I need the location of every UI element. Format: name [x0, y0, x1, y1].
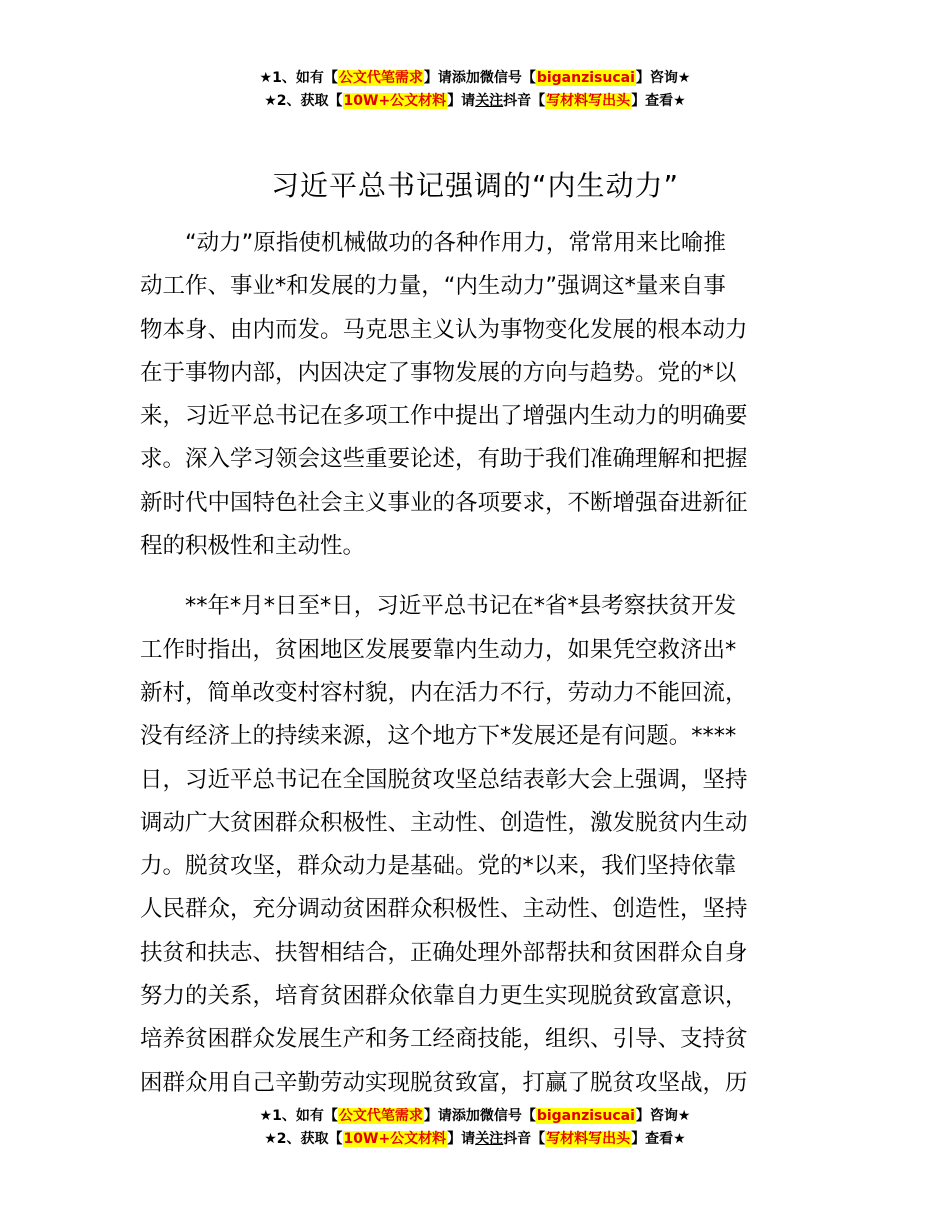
promo-highlight: 公文代笔需求 — [338, 1108, 423, 1124]
footer-promo-banner — [0, 1105, 950, 1151]
wechat-id-highlight: biganzisucai — [536, 70, 635, 86]
paragraph-line: 调动广大贫困群众积极性、主动性、创造性，激发脱贫内生动 — [140, 809, 748, 836]
promo-text: 】查看★ — [631, 1131, 686, 1147]
paragraph-line: 力。脱贫攻坚，群众动力是基础。党的*以来，我们坚持依靠 — [140, 853, 737, 880]
body-paragraph — [140, 222, 812, 568]
document-title: 习近平总书记强调的“内生动力” — [270, 169, 679, 202]
promo-text: ★2、获取【 — [264, 1131, 343, 1147]
promo-highlight: 10W+公文材料 — [343, 1131, 447, 1147]
promo-text: 】查看★ — [631, 93, 686, 109]
paragraph-line: 扶贫和扶志、扶智相结合，正确处理外部帮扶和贫困群众自身 — [140, 939, 748, 966]
douyin-highlight: 写材料写出头 — [546, 93, 631, 109]
paragraph-line: 培养贫困群众发展生产和务工经商技能，组织、引导、支持贫 — [140, 1026, 748, 1053]
promo-text: 】请 — [447, 93, 476, 109]
paragraph-line: **年*月*日至*日，习近平总书记在*省*县考察扶贫开发 — [185, 593, 737, 620]
paragraph-line: 困群众用自己辛勤劳动实现脱贫致富，打赢了脱贫攻坚战，历 — [140, 1069, 748, 1096]
paragraph-line: 在于事物内部，内因决定了事物发展的方向与趋势。党的*以 — [140, 359, 737, 386]
paragraph-line: 努力的关系，培育贫困群众依靠自力更生实现脱贫致富意识， — [140, 983, 748, 1010]
paragraph-line: “动力”原指使机械做功的各种作用力，常常用来比喻推 — [185, 230, 726, 256]
paragraph-line: 日，习近平总书记在全国脱贫攻坚总结表彰大会上强调，坚持 — [140, 766, 748, 793]
promo-text: ★2、获取【 — [264, 93, 343, 109]
promo-line-2 — [0, 1128, 950, 1151]
promo-line-1 — [0, 67, 950, 90]
paragraph-line: 工作时指出，贫困地区发展要靠内生动力，如果凭空救济出* — [140, 636, 737, 663]
wechat-id-highlight: biganzisucai — [536, 1108, 635, 1124]
promo-text: 抖音【 — [503, 1131, 546, 1147]
paragraph-line: 新时代中国特色社会主义事业的各项要求，不断增强奋进新征 — [140, 489, 748, 516]
paragraph-line: 没有经济上的持续来源，这个地方下*发展还是有问题。**** — [140, 723, 737, 750]
paragraph-line: 来，习近平总书记在多项工作中提出了增强内生动力的明确要 — [140, 403, 748, 430]
body-paragraph — [140, 585, 812, 1105]
paragraph-line: 物本身、由内而发。马克思主义认为事物变化发展的根本动力 — [140, 316, 748, 343]
promo-text: 抖音【 — [503, 93, 546, 109]
promo-line-2 — [0, 90, 950, 113]
paragraph-line: 动工作、事业*和发展的力量，“内生动力”强调这*量来自事 — [140, 273, 726, 300]
promo-underlined: 关注 — [475, 93, 504, 109]
promo-highlight: 10W+公文材料 — [343, 93, 447, 109]
promo-line-1 — [0, 1105, 950, 1128]
promo-highlight: 公文代笔需求 — [338, 70, 423, 86]
document-body — [140, 222, 812, 1105]
paragraph-line: 人民群众，充分调动贫困群众积极性、主动性、创造性，坚持 — [140, 896, 748, 923]
paragraph-line: 求。深入学习领会这些重要论述，有助于我们准确理解和把握 — [140, 446, 748, 473]
promo-text: ★1、如有【 — [259, 1108, 338, 1124]
paragraph-line: 新村，简单改变村容村貌，内在活力不行，劳动力不能回流， — [140, 679, 748, 706]
promo-text: 】请 — [447, 1131, 476, 1147]
promo-text: 】请添加微信号【 — [423, 1108, 536, 1124]
promo-text: 】请添加微信号【 — [423, 70, 536, 86]
header-promo-banner — [0, 67, 950, 113]
promo-underlined: 关注 — [475, 1131, 504, 1147]
douyin-highlight: 写材料写出头 — [546, 1131, 631, 1147]
promo-text: 】咨询★ — [635, 70, 691, 86]
paragraph-line: 程的积极性和主动性。 — [140, 533, 366, 560]
promo-text: ★1、如有【 — [259, 70, 338, 86]
promo-text: 】咨询★ — [635, 1108, 691, 1124]
